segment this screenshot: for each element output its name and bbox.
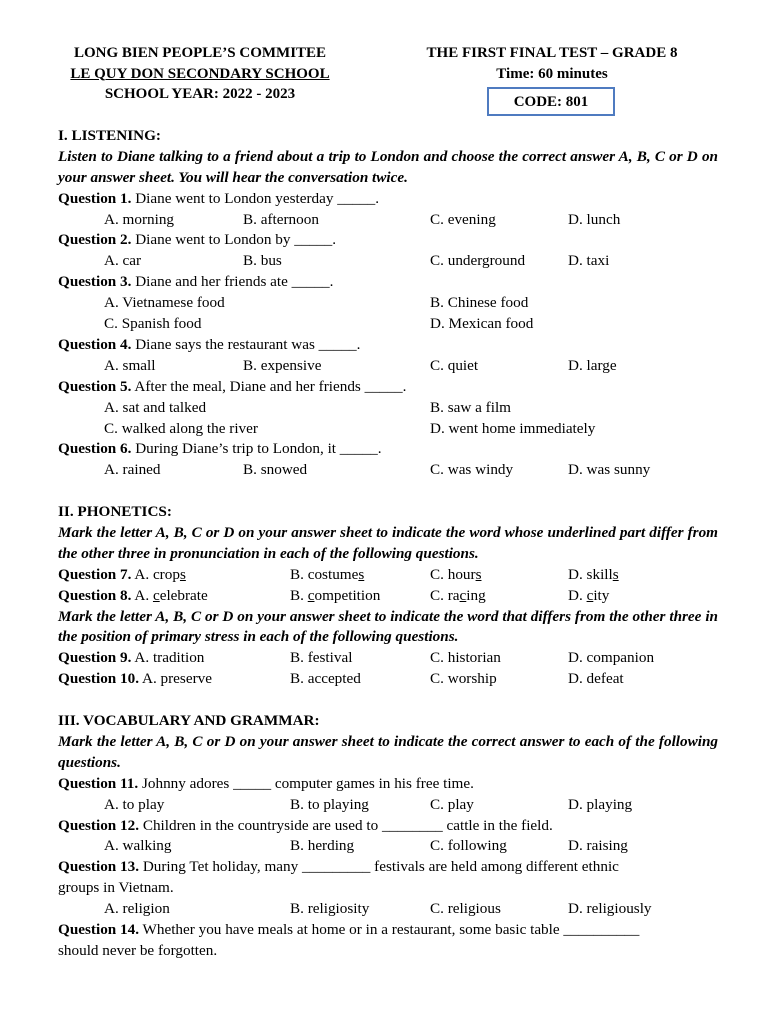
option-c: C. Spanish food [104,315,202,333]
option-c: C. ra [430,586,460,604]
question-label: Question 11. [58,774,139,792]
option-b: B. costume [290,565,359,583]
question-1 [58,189,718,210]
option-a: A. tradition [131,649,205,667]
option-a-rest: elebrate [159,586,208,604]
option-b: B. to playing [290,795,369,813]
underlined-part: c [307,586,315,604]
option-d: D. large [568,356,617,374]
question-14-continued: should never be forgotten. [58,941,218,959]
option-a: A. to play [104,795,165,813]
spacer [58,481,718,502]
options-row [58,356,718,377]
option-b: B. [290,586,308,604]
option-a: A. morning [104,210,175,228]
question-12 [58,816,718,837]
question-2 [58,230,718,251]
options-row [58,836,718,857]
spacer [58,690,718,711]
option-b: B. snowed [243,461,308,479]
option-a: A. walking [104,837,172,855]
question-text: After the meal, Diane and her friends _____. [131,377,407,395]
question-label: Question 5. [58,377,132,395]
option-a: A. preserve [139,670,212,688]
question-label: Question 4. [58,335,132,353]
underlined-part: s [612,565,619,583]
question-text: During Tet holiday, many _________ festivals are held among different ethnic [139,858,619,876]
option-b: B. Chinese food [430,294,529,312]
question-text: Diane and her friends ate _____. [131,273,334,291]
question-label: Question 2. [58,231,132,249]
option-d: D. raising [568,837,628,855]
option-c: C. hour [430,565,476,583]
question-label: Question 14. [58,920,140,938]
question-text: Diane went to London yesterday _____. [131,189,380,207]
option-c: C. walked along the river [104,419,258,437]
option-c: C. was windy [430,461,514,479]
option-b: B. saw a film [430,398,511,416]
options-row [58,460,718,481]
option-c: C. historian [430,649,501,667]
options-row [58,314,718,335]
option-d-rest: ity [593,586,610,604]
option-d: D. was sunny [568,461,651,479]
question-9 [58,648,718,669]
underlined-part: c [459,586,467,604]
school-header [40,43,360,105]
option-b: B. bus [243,252,282,270]
options-row [58,795,718,816]
question-4 [58,335,718,356]
option-a: A. religion [104,900,170,918]
option-d: D. Mexican food [430,315,534,333]
phonetics-instruction-1: Mark the letter A, B, C or D on your answer sheet to indicate the word whose underlined part differ from the other three in pronunciation in each of the following questions. [58,523,718,562]
question-text: Whether you have meals at home or in a restaurant, some basic table __________ [139,920,640,938]
committee-name: LONG BIEN PEOPLE’S COMMITEE [73,45,327,61]
question-label: Question 9. [58,649,132,667]
option-b: B. accepted [290,670,361,688]
listening-instruction: Listen to Diane talking to a friend about a trip to London and choose the correct answer A, B, C or D on your answer sheet. You will hear the conversation twice. [58,147,718,186]
question-label: Question 13. [58,858,140,876]
section-title-listening: I. LISTENING: [58,127,161,144]
question-14 [58,920,718,941]
option-d: D. playing [568,795,633,813]
question-3 [58,272,718,293]
question-text: Johnny adores _____ computer games in his free time. [138,774,474,792]
option-b: B. religiosity [290,900,370,918]
test-title: THE FIRST FINAL TEST – GRADE 8 [426,45,678,61]
option-d: D. lunch [568,210,621,228]
option-a: A. crop [131,565,180,583]
question-6 [58,439,718,460]
option-d: D. companion [568,649,655,667]
option-c: C. religious [430,900,501,918]
option-b: B. herding [290,837,355,855]
option-d: D. religiously [568,900,652,918]
test-header [396,43,708,84]
option-b: B. festival [290,649,353,667]
exam-content [58,126,718,962]
question-text: Children in the countryside are used to ________ cattle in the field. [139,816,553,834]
options-row [58,251,718,272]
option-b-rest: ompetition [314,586,381,604]
option-a: A. small [104,356,156,374]
section-title-phonetics: II. PHONETICS: [58,503,172,521]
question-7 [58,565,718,586]
question-text: During Diane’s trip to London, it _____. [131,440,382,458]
options-row [58,899,718,920]
options-row [58,398,718,419]
question-label: Question 6. [58,440,132,458]
option-c: C. underground [430,252,526,270]
question-text: Diane says the restaurant was _____. [131,335,361,353]
question-label: Question 10. [58,670,140,688]
question-label: Question 12. [58,816,140,834]
underlined-part: s [475,565,482,583]
option-d: D. [568,586,587,604]
option-a: A. car [104,252,142,270]
question-label: Question 3. [58,273,132,291]
question-10 [58,669,718,690]
question-text: Diane went to London by _____. [131,231,337,249]
option-d: D. went home immediately [430,419,596,437]
option-a: A. rained [104,461,161,479]
question-11 [58,774,718,795]
test-time: Time: 60 minutes [496,65,608,82]
options-row [58,210,718,231]
underlined-part: c [152,586,160,604]
question-13 [58,857,718,878]
code-box: CODE: 801 [487,87,615,116]
underlined-part: c [586,586,594,604]
option-c: C. quiet [430,356,479,374]
option-b: B. afternoon [243,210,319,228]
option-b: B. expensive [243,356,322,374]
option-d: D. skill [568,565,613,583]
option-c: C. following [430,837,507,855]
underlined-part: s [358,565,365,583]
underlined-part: s [179,565,186,583]
school-name: LE QUY DON SECONDARY SCHOOL [70,65,330,82]
option-c: C. evening [430,210,496,228]
vocabulary-instruction: Mark the letter A, B, C or D on your answer sheet to indicate the correct answer to each of the following questions. [58,732,718,771]
school-year: SCHOOL YEAR: 2022 - 2023 [104,86,296,102]
section-title-vocabulary: III. VOCABULARY AND GRAMMAR: [58,712,320,730]
phonetics-instruction-2: Mark the letter A, B, C or D on your answer sheet to indicate the word that differs from the other three in the position of primary stress in each of the following questions. [58,607,718,646]
option-c: C. play [430,795,474,813]
question-5 [58,377,718,398]
question-label: Question 1. [58,189,132,207]
option-c: C. worship [430,670,497,688]
question-13-continued: groups in Vietnam. [58,879,174,897]
option-a: A. sat and talked [104,398,207,416]
option-a: A. Vietnamese food [104,294,225,312]
option-c-rest: ing [466,586,486,604]
option-d: D. defeat [568,670,624,688]
question-8 [58,586,718,607]
options-row [58,419,718,440]
option-a: A. [131,586,153,604]
question-label: Question 7. [58,565,132,583]
options-row [58,293,718,314]
option-d: D. taxi [568,252,610,270]
question-label: Question 8. [58,586,132,604]
